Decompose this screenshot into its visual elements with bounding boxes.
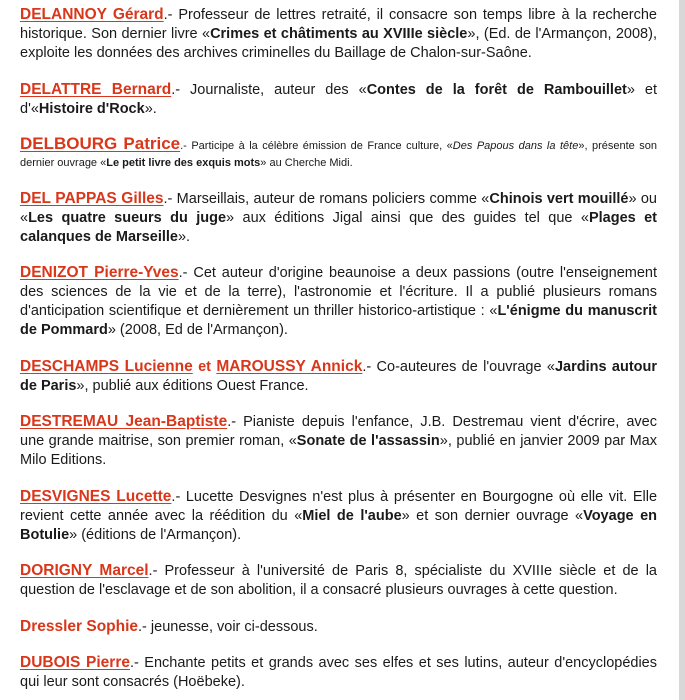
bio-text: », publié aux éditions Ouest France. bbox=[76, 377, 309, 394]
author-link-dorigny[interactable]: DORIGNY Marcel bbox=[20, 562, 149, 579]
author-entry-deschamps-maroussy bbox=[20, 357, 657, 396]
book-title: Plages et calanques de Marseille bbox=[20, 209, 657, 245]
bio-text: », publié en janvier 2009 par Max Milo Editions. bbox=[20, 433, 657, 468]
bio-text: Professeur à l'université de Paris 8, spécialiste du XVIIIe siècle et de la question de l'esclavage et de son abolition, il a consacré plusieurs ouvrages à cette question. bbox=[20, 563, 657, 598]
book-title: Crimes et châtiments au XVIIIe siècle bbox=[210, 26, 468, 42]
radio-show-title: Des Papous dans la tête bbox=[452, 140, 579, 152]
author-link-denizot[interactable]: DENIZOT Pierre-Yves bbox=[20, 264, 179, 281]
book-title: Chinois vert mouillé bbox=[489, 190, 629, 207]
bio-text: » au Cherche Midi. bbox=[260, 157, 353, 169]
author-link-delbourg[interactable]: DELBOURG Patrice bbox=[20, 134, 181, 153]
book-title: Sonate de l'assassin bbox=[296, 433, 440, 449]
separator: .- bbox=[129, 655, 139, 671]
book-title: Miel de l'aube bbox=[302, 507, 402, 524]
bio-text: », (Ed. de l'Armançon, 2008), exploite les données des archives criminelles du Baillage de Chalon-sur-Saône. bbox=[20, 26, 657, 61]
connector-text: et bbox=[192, 358, 217, 375]
separator: .- bbox=[227, 414, 237, 430]
book-title: Les quatre sueurs du juge bbox=[28, 209, 227, 226]
bio-text: Marseillais, auteur de romans policiers comme « bbox=[172, 190, 490, 207]
author-link-dubois[interactable]: DUBOIS Pierre bbox=[20, 654, 130, 671]
separator: .- bbox=[171, 488, 181, 505]
author-entry-dressler bbox=[20, 617, 657, 637]
book-title: Jardins autour de Paris bbox=[20, 358, 658, 394]
book-title: Contes de la forêt de Rambouillet bbox=[366, 81, 627, 98]
author-name-dressler: Dressler Sophie bbox=[20, 617, 139, 635]
separator: .- bbox=[171, 81, 181, 98]
book-title: L'énigme du manuscrit de Pommard bbox=[20, 303, 657, 338]
author-link-desvignes[interactable]: DESVIGNES Lucette bbox=[20, 487, 172, 505]
separator: .- bbox=[148, 563, 158, 579]
bio-text: » (2008, Ed de l'Armançon). bbox=[107, 322, 288, 338]
bio-text: » et son dernier ouvrage « bbox=[401, 507, 584, 524]
bio-text: » aux éditions Jigal ainsi que des guides tel que « bbox=[226, 209, 589, 226]
author-link-del-pappas[interactable]: DEL PAPPAS Gilles bbox=[20, 189, 164, 207]
separator: .- bbox=[178, 265, 188, 281]
bio-text: », présente son dernier ouvrage « bbox=[20, 140, 657, 169]
separator: .- bbox=[362, 358, 372, 375]
author-link-maroussy[interactable]: MAROUSSY Annick bbox=[216, 357, 363, 375]
bio-text: » ou « bbox=[20, 190, 657, 226]
book-title: Le petit livre des exquis mots bbox=[106, 157, 261, 169]
author-entry-delbourg bbox=[20, 135, 657, 172]
author-link-delannoy[interactable]: DELANNOY Gérard bbox=[20, 6, 164, 23]
author-link-destremau[interactable]: DESTREMAU Jean-Baptiste bbox=[20, 413, 228, 430]
bio-text: Co-auteures de l'ouvrage « bbox=[371, 358, 555, 375]
author-entry-del-pappas bbox=[20, 189, 657, 247]
separator: .- bbox=[180, 140, 187, 152]
bio-text: Professeur de lettres retraité, il consacre son temps libre à la recherche historique. Son dernier livre « bbox=[20, 7, 657, 42]
separator: .- bbox=[163, 190, 173, 207]
bio-text: Journaliste, auteur des « bbox=[180, 81, 367, 98]
bio-text: jeunesse, voir ci-dessous. bbox=[146, 618, 318, 635]
author-link-delattre[interactable]: DELATTRE Bernard bbox=[20, 80, 172, 98]
author-entry-dubois bbox=[20, 653, 657, 692]
bio-text: Enchante petits et grands avec ses elfes et ses lutins, auteur d'encyclopédies qui leur sont consacrés (Hoëbeke). bbox=[20, 655, 657, 690]
bio-text: Pianiste depuis l'enfance, J.B. Destremau vient d'écrire, avec une grande maitrise, son premier roman, « bbox=[20, 414, 657, 449]
book-title: Histoire d'Rock bbox=[38, 100, 145, 117]
separator: .- bbox=[163, 7, 173, 23]
author-entry-desvignes bbox=[20, 487, 657, 545]
bio-text: Cet auteur d'origine beaunoise a deux passions (outre l'enseignement des sciences de la vie et de la terre), l'astronomie et l'écriture. Il a publié plusieurs romans d'anticipation scientifique et dernièrement un thriller historico-artistique : « bbox=[20, 265, 657, 319]
bio-text: ». bbox=[144, 100, 157, 117]
bio-text: Lucette Desvignes n'est plus à présenter en Bourgogne où elle vit. Elle revient cette année avec la réédition du « bbox=[20, 488, 658, 524]
separator: .- bbox=[138, 618, 147, 635]
bio-text: » (éditions de l'Armançon). bbox=[69, 526, 242, 543]
author-entry-dorigny bbox=[20, 561, 657, 600]
author-entry-destremau bbox=[20, 412, 657, 470]
bio-text: ». bbox=[177, 228, 191, 245]
book-title: Voyage en Botulie bbox=[20, 507, 657, 543]
author-link-deschamps[interactable]: DESCHAMPS Lucienne bbox=[20, 357, 193, 375]
bio-text: Participe à la célèbre émission de France culture, « bbox=[186, 140, 453, 152]
bio-text: » et d'« bbox=[20, 81, 657, 117]
author-entry-delannoy bbox=[20, 5, 657, 63]
author-entry-denizot bbox=[20, 263, 657, 340]
author-entry-delattre bbox=[20, 80, 657, 119]
